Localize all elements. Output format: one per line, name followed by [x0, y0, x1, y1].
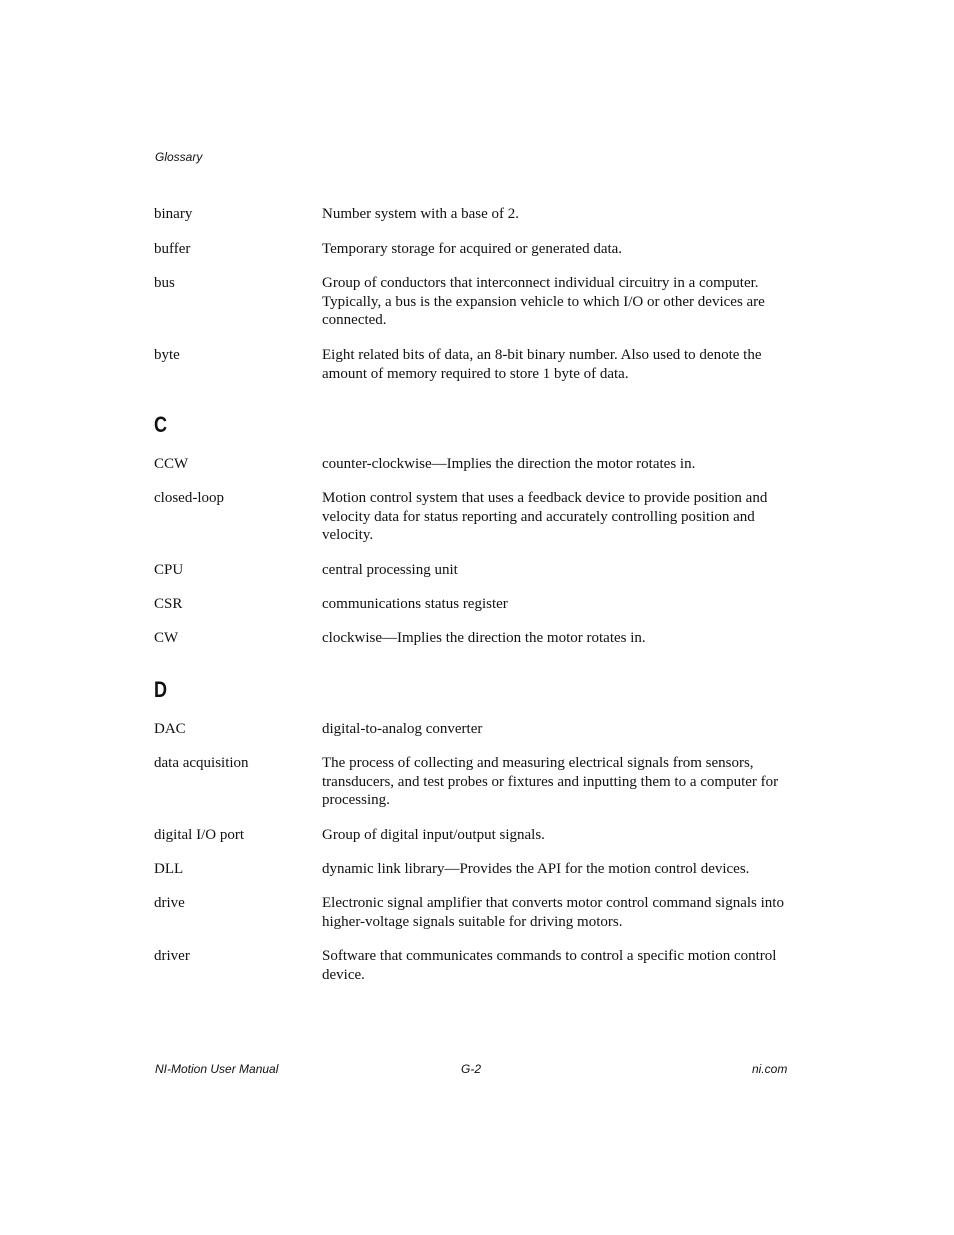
- section-heading-c: C: [154, 412, 168, 437]
- glossary-definition: central processing unit: [322, 562, 458, 578]
- footer-website: ni.com: [752, 1062, 788, 1076]
- footer-manual-title: NI-Motion User Manual: [155, 1062, 279, 1076]
- glossary-definition: The process of collecting and measuring electrical signals from sensors, transducers, and test probes or fixtures and inputting them to a computer for processing.: [322, 755, 779, 809]
- glossary-term: data acquisition: [154, 755, 249, 771]
- glossary-definition: Group of digital input/output signals.: [322, 827, 545, 843]
- glossary-definition: communications status register: [322, 596, 508, 612]
- glossary-term: bus: [154, 275, 175, 291]
- glossary-definition: dynamic link library—Provides the API for the motion control devices.: [322, 861, 750, 877]
- glossary-definition: Number system with a base of 2.: [322, 206, 520, 222]
- glossary-term: closed-loop: [154, 490, 224, 506]
- glossary-term: buffer: [154, 241, 191, 257]
- section-heading-d: D: [154, 677, 168, 702]
- glossary-definition: clockwise—Implies the direction the motor rotates in.: [322, 630, 646, 646]
- glossary-term: digital I/O port: [154, 827, 244, 843]
- glossary-term: binary: [154, 206, 193, 222]
- glossary-definition: Software that communicates commands to control a specific motion control device.: [322, 948, 777, 983]
- glossary-term: CW: [154, 630, 179, 646]
- glossary-term: CPU: [154, 562, 184, 578]
- glossary-definition: Group of conductors that interconnect individual circuitry in a computer. Typically, a bus is the expansion vehicle to which I/O or other devices are connected.: [322, 275, 765, 329]
- glossary-term: DLL: [154, 861, 184, 877]
- glossary-term: driver: [154, 948, 190, 964]
- glossary-definition: Temporary storage for acquired or generated data.: [322, 241, 623, 257]
- glossary-term: DAC: [154, 721, 186, 737]
- footer-page-number: G-2: [461, 1062, 482, 1076]
- glossary-definition: Electronic signal amplifier that converts motor control command signals into higher-voltage signals suitable for driving motors.: [322, 895, 784, 930]
- glossary-definition: Eight related bits of data, an 8-bit binary number. Also used to denote the amount of memory required to store 1 byte of data.: [322, 347, 762, 382]
- glossary-definition: counter-clockwise—Implies the direction the motor rotates in.: [322, 456, 696, 472]
- glossary-term: CCW: [154, 456, 189, 472]
- running-head: Glossary: [155, 150, 203, 164]
- glossary-term: drive: [154, 895, 185, 911]
- glossary-term: byte: [154, 347, 180, 363]
- glossary-definition: Motion control system that uses a feedback device to provide position and velocity data for status reporting and accurately controlling position and velocity.: [322, 490, 768, 544]
- glossary-definition: digital-to-analog converter: [322, 721, 483, 737]
- glossary-term: CSR: [154, 596, 183, 612]
